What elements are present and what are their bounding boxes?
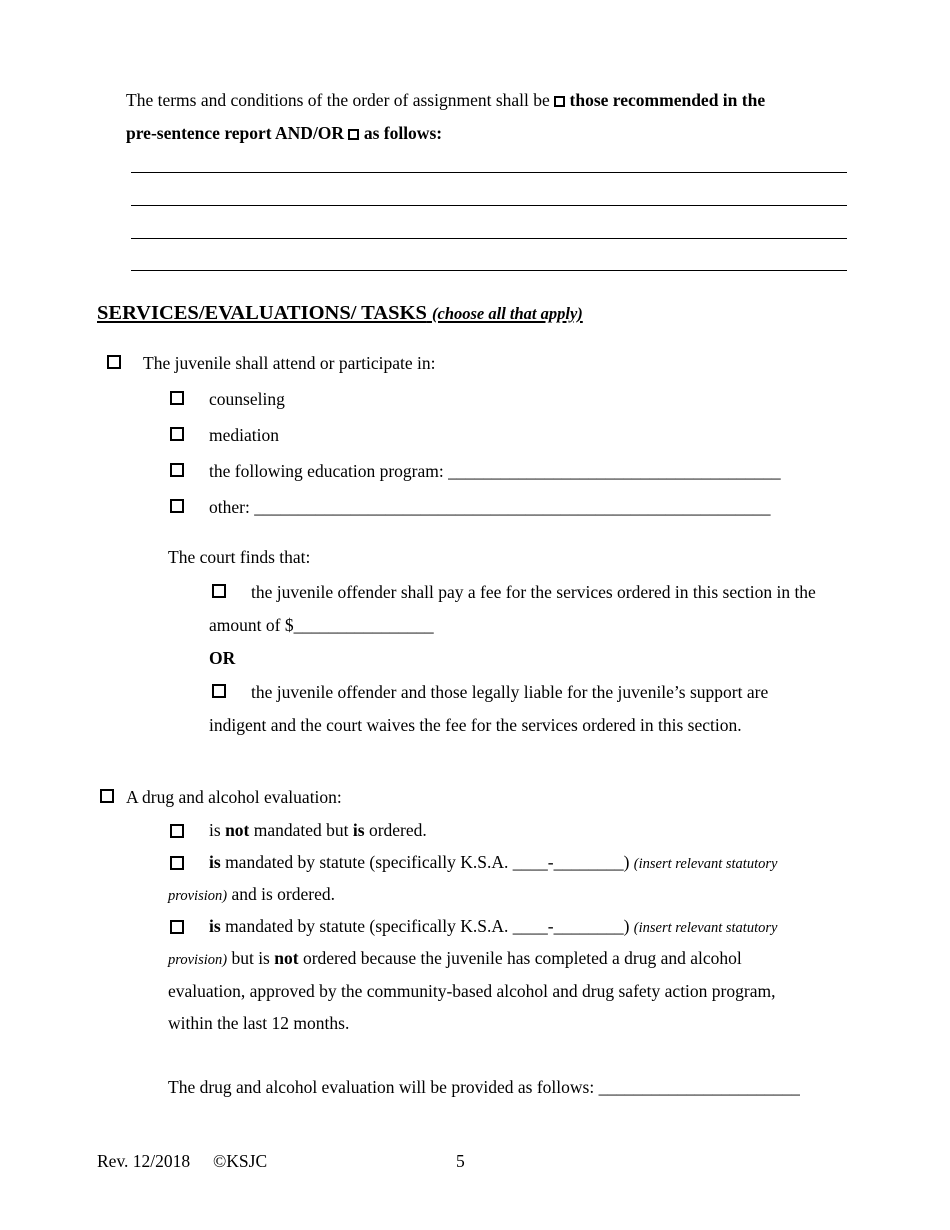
drug-option-3-line-2: provision) but is not ordered because the juvenile has completed a drug and alcohol	[168, 948, 742, 968]
drug-option-2-line-1: is mandated by statute (specifically K.S.A. ____-________) (insert relevant statutory	[209, 852, 778, 872]
services-heading: SERVICES/EVALUATIONS/ TASKS (choose all that apply)	[97, 302, 583, 324]
drug-not-mandated-checkbox[interactable]	[170, 824, 184, 838]
terms-recommended-checkbox[interactable]	[554, 96, 565, 107]
drug-mandated-not-ordered-checkbox[interactable]	[170, 920, 184, 934]
drug-option-3-line-1: is mandated by statute (specifically K.S.A. ____-________) (insert relevant statutory	[209, 916, 778, 936]
terms-blank-line-1[interactable]	[131, 172, 847, 173]
drug-mandated-ordered-checkbox[interactable]	[170, 856, 184, 870]
fee-text-line-1: the juvenile offender shall pay a fee for the services ordered in this section in the	[251, 582, 816, 602]
fee-checkbox[interactable]	[212, 584, 226, 598]
footer-copyright: ©KSJC	[213, 1151, 268, 1171]
other-checkbox[interactable]	[170, 499, 184, 513]
terms-line-2: pre-sentence report AND/OR as follows:	[126, 123, 443, 143]
counseling-checkbox[interactable]	[170, 391, 184, 405]
counseling-label: counseling	[209, 389, 285, 409]
indigent-text-line-1: the juvenile offender and those legally liable for the juvenile’s support are	[251, 682, 769, 702]
attend-label: The juvenile shall attend or participate in:	[143, 353, 436, 373]
or-label: OR	[209, 648, 236, 668]
court-finds-label: The court finds that:	[168, 547, 311, 567]
terms-line-1: The terms and conditions of the order of assignment shall be those recommended in the	[126, 90, 766, 110]
terms-blank-line-3[interactable]	[131, 238, 847, 239]
terms-as-follows-checkbox[interactable]	[348, 129, 359, 140]
terms-blank-line-4[interactable]	[131, 270, 847, 271]
drug-eval-checkbox[interactable]	[100, 789, 114, 803]
education-checkbox[interactable]	[170, 463, 184, 477]
drug-option-2-line-2: provision) and is ordered.	[168, 884, 335, 904]
footer-revision: Rev. 12/2018	[97, 1151, 191, 1171]
drug-eval-label: A drug and alcohol evaluation:	[126, 787, 342, 807]
other-label: other: ___________________________________________________________	[209, 497, 771, 517]
drug-option-3-line-3: evaluation, approved by the community-based alcohol and drug safety action program,	[168, 981, 776, 1001]
drug-option-3-line-4: within the last 12 months.	[168, 1013, 350, 1033]
terms-blank-line-2[interactable]	[131, 205, 847, 206]
mediation-label: mediation	[209, 425, 279, 445]
drug-option-1: is not mandated but is ordered.	[209, 820, 427, 840]
indigent-checkbox[interactable]	[212, 684, 226, 698]
drug-provided-line: The drug and alcohol evaluation will be provided as follows: _______________________	[168, 1077, 800, 1097]
mediation-checkbox[interactable]	[170, 427, 184, 441]
page-number: 5	[456, 1151, 465, 1171]
indigent-text-line-2: indigent and the court waives the fee for the services ordered in this section.	[209, 715, 742, 735]
attend-checkbox[interactable]	[107, 355, 121, 369]
education-label: the following education program: ______________________________________	[209, 461, 781, 481]
fee-text-line-2: amount of $________________	[209, 615, 434, 635]
